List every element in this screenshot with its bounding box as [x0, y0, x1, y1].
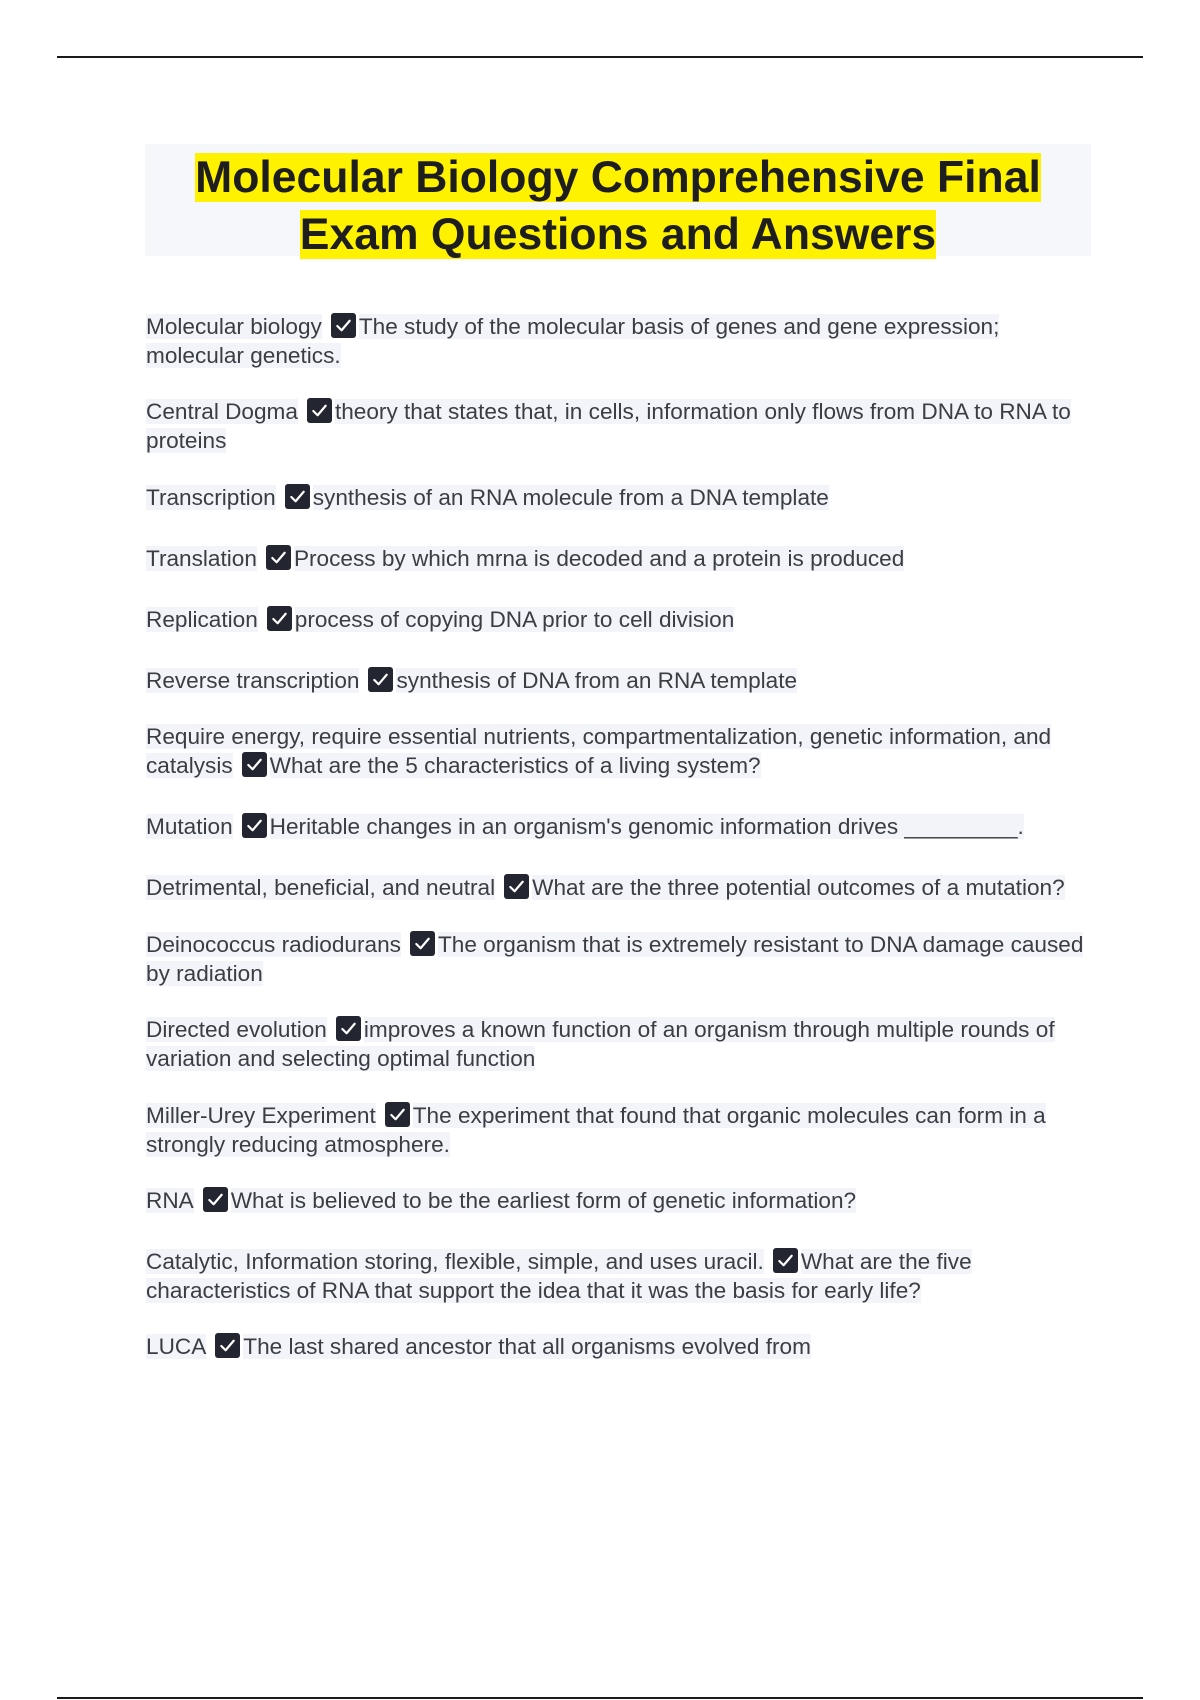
flashcard — [146, 1015, 1091, 1073]
term: LUCA — [146, 1334, 207, 1359]
definition: What are the three potential outcomes of a mutation? — [532, 875, 1065, 900]
check-mark-icon — [266, 545, 291, 570]
check-mark-icon — [773, 1248, 798, 1273]
document-title — [145, 144, 1091, 263]
definition: The study of the molecular basis of genes and gene expression; molecular genetics. — [146, 314, 1000, 368]
term: Require energy, require essential nutrients, compartmentalization, genetic information, and catalysis — [146, 724, 1052, 778]
flashcard — [146, 930, 1091, 988]
definition: The experiment that found that organic molecules can form in a strongly reducing atmosphere. — [146, 1103, 1046, 1157]
definition: process of copying DNA prior to cell division — [294, 607, 735, 632]
definition: theory that states that, in cells, information only flows from DNA to RNA to proteins — [146, 399, 1071, 453]
top-divider — [57, 56, 1143, 58]
flashcard — [146, 812, 1091, 841]
term: Replication — [146, 607, 258, 632]
term: Directed evolution — [146, 1017, 327, 1042]
document-title-text: Molecular Biology Comprehensive Final Exam Questions and Answers — [195, 153, 1041, 259]
flashcard — [146, 1186, 1091, 1215]
definition: What is believed to be the earliest form of genetic information? — [230, 1188, 857, 1213]
check-mark-icon — [410, 931, 435, 956]
term: Translation — [146, 546, 257, 571]
flashcard — [146, 312, 1091, 370]
check-mark-icon — [242, 813, 267, 838]
flashcard-list — [146, 312, 1091, 1361]
term: Catalytic, Information storing, flexible, simple, and uses uracil. — [146, 1249, 764, 1274]
check-mark-icon — [203, 1187, 228, 1212]
check-mark-icon — [267, 606, 292, 631]
definition: What are the 5 characteristics of a living system? — [269, 753, 761, 778]
check-mark-icon — [331, 313, 356, 338]
flashcard — [146, 1332, 1091, 1361]
bottom-divider — [57, 1697, 1143, 1699]
term: Transcription — [146, 485, 276, 510]
term: Deinococcus radiodurans — [146, 932, 401, 957]
title-block — [145, 144, 1091, 259]
check-mark-icon — [504, 874, 529, 899]
check-mark-icon — [242, 752, 267, 777]
term: Detrimental, beneficial, and neutral — [146, 875, 496, 900]
flashcard — [146, 397, 1091, 455]
flashcard — [146, 1247, 1091, 1305]
term: Reverse transcription — [146, 668, 360, 693]
definition: What are the five characteristics of RNA that support the idea that it was the basis for early life? — [146, 1249, 972, 1303]
definition: improves a known function of an organism through multiple rounds of variation and selecting optimal function — [146, 1017, 1055, 1071]
check-mark-icon — [336, 1016, 361, 1041]
check-mark-icon — [307, 398, 332, 423]
flashcard — [146, 873, 1091, 902]
definition: The last shared ancestor that all organisms evolved from — [243, 1334, 811, 1359]
term: Central Dogma — [146, 399, 298, 424]
flashcard — [146, 666, 1091, 695]
flashcard — [146, 544, 1091, 573]
check-mark-icon — [385, 1102, 410, 1127]
flashcard — [146, 483, 1091, 512]
check-mark-icon — [285, 484, 310, 509]
definition: synthesis of an RNA molecule from a DNA template — [312, 485, 829, 510]
check-mark-icon — [368, 667, 393, 692]
flashcard — [146, 605, 1091, 634]
term: Miller-Urey Experiment — [146, 1103, 376, 1128]
term: Mutation — [146, 814, 233, 839]
flashcard — [146, 722, 1091, 780]
definition: The organism that is extremely resistant to DNA damage caused by radiation — [146, 932, 1084, 986]
definition: Process by which mrna is decoded and a protein is produced — [293, 546, 905, 571]
definition: synthesis of DNA from an RNA template — [396, 668, 798, 693]
term: RNA — [146, 1188, 194, 1213]
definition: Heritable changes in an organism's genomic information drives _________. — [269, 814, 1024, 839]
check-mark-icon — [215, 1333, 240, 1358]
term: Molecular biology — [146, 314, 322, 339]
flashcard — [146, 1101, 1091, 1159]
